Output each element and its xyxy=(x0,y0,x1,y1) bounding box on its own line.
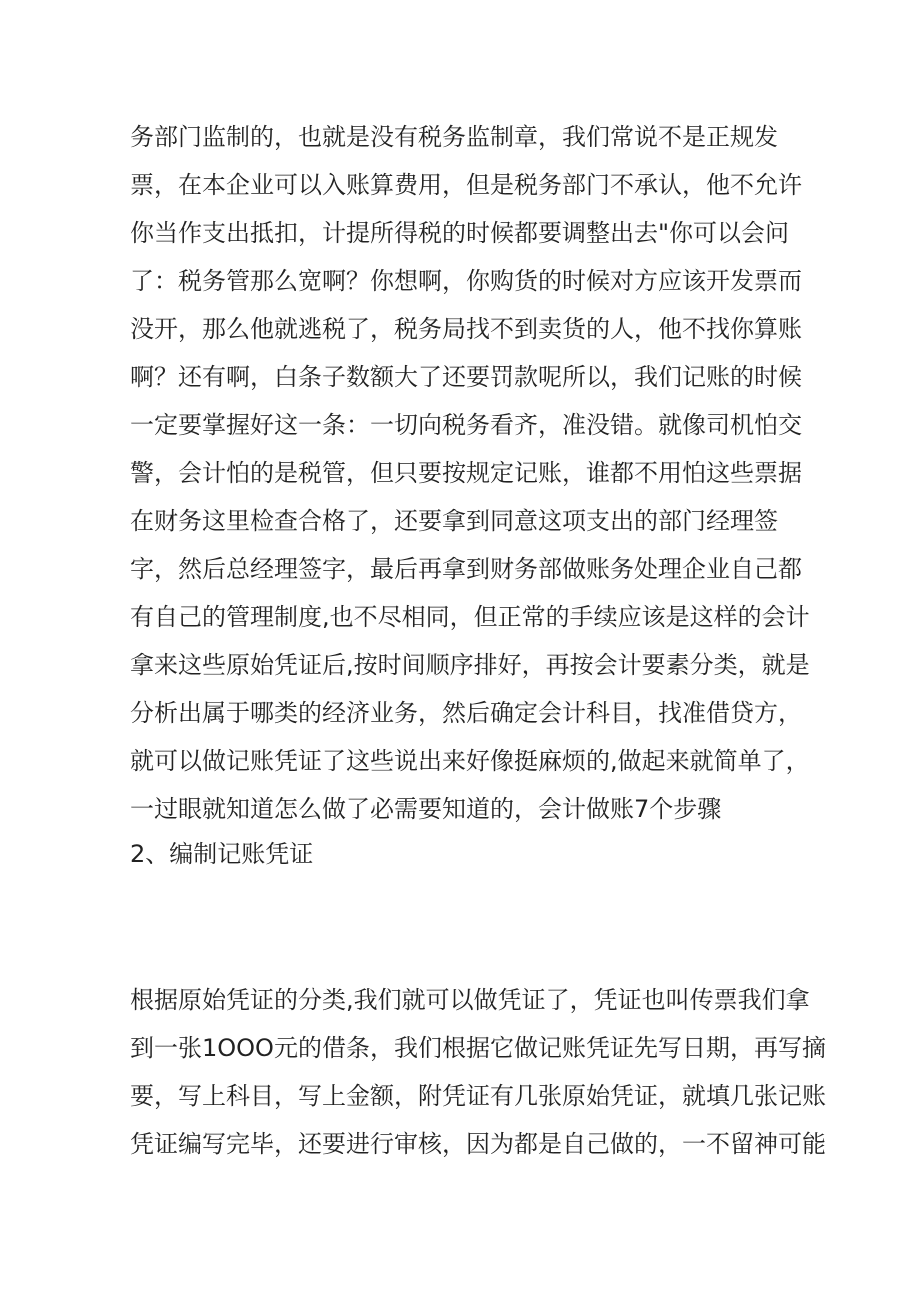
text-line: 一定要掌握好这一条：一切向税务看齐，准没错。就像司机怕交 xyxy=(130,411,802,439)
text-line: 啊？还有啊，白条子数额大了还要罚款呢所以，我们记账的时候 xyxy=(130,363,802,391)
text-line: 务部门监制的，也就是没有税务监制章，我们常说不是正规发 xyxy=(130,123,778,151)
text-line: 警，会计怕的是税管，但只要按规定记账，谁都不用怕这些票据 xyxy=(130,459,802,487)
text-line: 票，在本企业可以入账算费用，但是税务部门不承认，他不允许 xyxy=(130,171,802,199)
text-line: 分析出属于哪类的经济业务，然后确定会计科目，找准借贷方， xyxy=(130,699,802,727)
text-line: 要，写上科目，写上金额，附凭证有几张原始凭证，就填几张记账 xyxy=(130,1082,826,1110)
text-line: 你当作支出抵扣，计提所得税的时候都要调整出去"你可以会问 xyxy=(130,219,790,247)
text-line: 字，然后总经理签字，最后再拿到财务部做账务处理企业自己都 xyxy=(130,555,802,583)
text-line: 到一张1OOO元的借条，我们根据它做记账凭证先写日期，再写摘 xyxy=(130,1034,826,1062)
section-heading: 2、编制记账凭证 xyxy=(130,840,314,868)
text-line: 凭证编写完毕，还要进行审核，因为都是自己做的，一不留神可能 xyxy=(130,1130,826,1158)
text-line: 在财务这里检查合格了，还要拿到同意这项支出的部门经理签 xyxy=(130,507,778,535)
paragraph-1 xyxy=(130,113,810,833)
text-line: 了：税务管那么宽啊？你想啊，你购货的时候对方应该开发票而 xyxy=(130,267,802,295)
paragraph-2 xyxy=(130,976,826,1168)
text-line: 一过眼就知道怎么做了必需要知道的，会计做账7个步骤 xyxy=(130,795,722,823)
text-line: 没开，那么他就逃税了，税务局找不到卖货的人，他不找你算账 xyxy=(130,315,802,343)
text-line: 拿来这些原始凭证后,按时间顺序排好，再按会计要素分类，就是 xyxy=(130,651,810,679)
text-line: 根据原始凭证的分类,我们就可以做凭证了，凭证也叫传票我们拿 xyxy=(130,986,810,1014)
text-line: 就可以做记账凭证了这些说出来好像挺麻烦的,做起来就简单了， xyxy=(130,747,810,775)
text-line: 有自己的管理制度,也不尽相同，但正常的手续应该是这样的会计 xyxy=(130,603,810,631)
